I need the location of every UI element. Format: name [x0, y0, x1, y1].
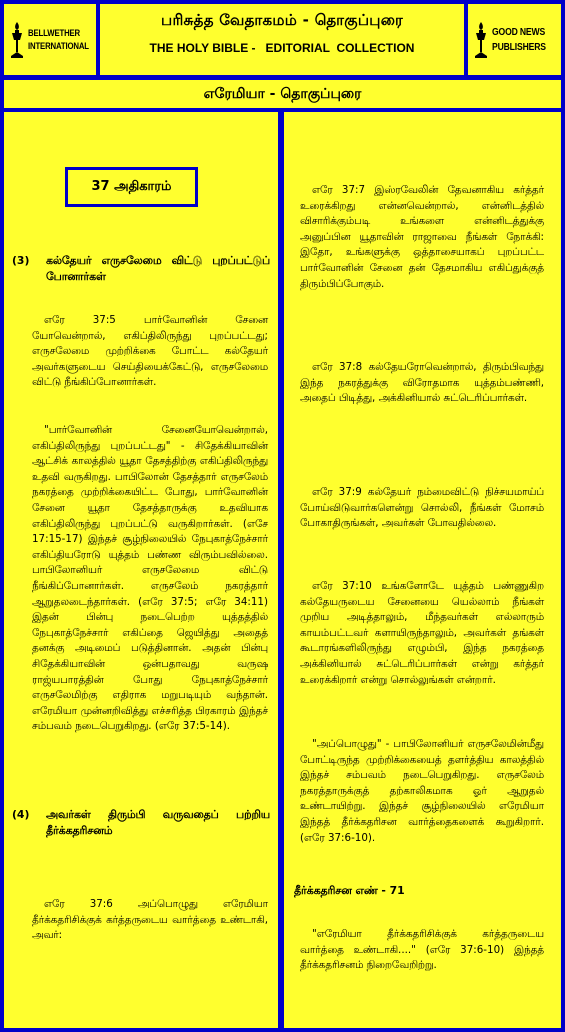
paragraph: எரே 37:10 உங்களோடே யுத்தம் பண்ணுகிற கல்தேயருடைய சேனையை யெல்லாம் நீங்கள் முறிய அடித்தாலும், மீந்தவர்கள் எல்லாரும் காயம்பட்டவர் களாயிருந்தாலும், அவர்கள் தங்கள் கூடாரங்களிலிருந்து எழும்பி, இந்த நகரத்தை அக்கினியால் சுட்டெரிப்பார்கள் என்று கர்த்தர் உரைக்கிறார் என்று சொல்லுங்கள் என்றார்.	[300, 580, 544, 686]
paragraph: எரே 37:8 கல்தேயரோவென்றால், திரும்பிவந்து இந்த நகரத்துக்கு விரோதமாக யுத்தம்பண்ணி, அதைப் பிடித்து, அக்கினியால் சுட்டெரிப்பார்கள்.	[300, 361, 544, 405]
prophecy-heading-text: தீர்க்கதரிசன எண் - 71	[294, 884, 405, 897]
paragraph: "அப்பொழுது" - பாபிலோனியர் எருசலேமின்மீது போட்டிருந்த முற்றிக்கையைத் தளர்த்திய காலத்தில் இந்தச் சம்பவம் நடைபெறுகிறது. எருசலேம் நகரத்தாருக்குத் தற்காலிகமாக ஓர் ஆறுதல் உண்டாயிற்று. இந்தச் சூழ்நிலையில் எரேமியா இந்தத் தீர்க்கதரிசன வார்த்தைகளைக் கூறுகிறார். (எரே 37:6-10).	[300, 738, 544, 844]
book-banner	[4, 80, 561, 108]
prophecy-heading	[294, 883, 544, 899]
section-number: (3)	[12, 254, 30, 267]
logo-right-line1: GOOD NEWS	[492, 25, 546, 38]
paragraph: எரே 37:5 பார்வோனின் சேனை யோவென்றால், எகிப்திலிருந்து புறப்பட்டது; எருசலேமை முற்றிக்கை போட்ட கல்தேயர் அவர்களுடைய செய்தியைக்கேட்டு, எருசலேமை விட்டு நீங்கிப்போனார்கள்.	[32, 314, 268, 389]
title-english: THE HOLY BIBLE - EDITORIAL COLLECTION	[149, 41, 415, 55]
paragraph: எரே 37:7 இஸ்ரவேலின் தேவனாகிய கர்த்தர் உரைக்கிறது என்னவென்றால், என்னிடத்தில் விசாரிக்கும்படி உங்களை என்னிடத்துக்கு அனுப்பின யூதாவின் ராஜாவை நீங்கள் நோக்கி: இதோ, உங்களுக்கு ஒத்தாசையாகப் புறப்பட்ட பார்வோனின் சேனை தன் தேசமாகிய எகிப்துக்குத் திரும்பிப்போகும்.	[300, 184, 544, 290]
section-number: (4)	[12, 808, 30, 821]
section-heading-3	[12, 253, 270, 285]
chapter-label: 37 அதிகாரம்	[65, 167, 198, 207]
paragraph: "பார்வோனின் சேனையோவென்றால், எகிப்திலிருந்து புறப்பட்டது" - சிதேக்கியாவின் ஆட்சிக் காலத்தில் யூதா தேசத்திற்கு எகிப்திலிருந்து உதவி வருகிறது. பாபிலோன் தேசத்தார் எருசலேம் நகரத்தை முற்றிக்கையிட்ட போது, பார்வோனின் சேனை யூதா தேசத்தாருக்கு உதவியாக எகிப்திலிருந்து புறப்பட்டு வருகிறார்கள். (எசே 17:15-17) இந்தச் சூழ்நிலையில் நேபுகாத்நேச்சார் எகிப்தியரோடு யுத்தம் பண்ண விரும்பவில்லை. பாபிலோனியர் எருசலேமை விட்டு நீங்கிப்போனார்கள். எருசலேம் நகரத்தார் ஆறுதலடைந்தார்கள். (எரே 37:5; எரே 34:11) இதன் பின்பு நடைபெற்ற யுத்தத்தில் நேபுகாத்நேச்சார் எகிப்தை ஜெயித்து அதைத் தனக்கு அடிமைப் படுத்தினான். அதன் பின்பு சிதேக்கியாவின் ஒன்பதாவது வருஷ ராஜ்யபாரத்தின் போது நேபுகாத்நேச்சார் எருசலேமிற்கு எதிராக மறுபடியும் வந்தான். எரேமியா முன்னறிவித்து எச்சரித்த பிரகாரம் இந்தச் சம்பவம் நடைபெறுகிறது. (எரே 37:5-14).	[32, 424, 268, 733]
logo-right-line2: PUBLISHERS	[492, 40, 546, 53]
left-column	[4, 112, 278, 1028]
logo-left-line1: BELLWETHER	[28, 27, 81, 39]
paragraph: எரே 37:6 அப்பொழுது எரேமியா தீர்க்கதரிசிக்குக் கர்த்தருடைய வார்த்தை உண்டாகி, அவர்:	[32, 898, 268, 942]
logo-left-line2: INTERNATIONAL	[28, 40, 89, 52]
banner-title: எரேமியா - தொகுப்புரை	[203, 86, 362, 102]
publisher-logo-right	[468, 4, 561, 75]
section-heading-4	[12, 807, 270, 839]
right-column	[284, 112, 561, 1028]
title-tamil: பரிசுத்த வேதாகமம் - தொகுப்புரை	[160, 11, 404, 29]
publisher-logo-left	[4, 4, 96, 75]
paragraph: "எரேமியா தீர்க்கதரிசிக்குக் கர்த்தருடைய வார்த்தை உண்டாகி...." (எரே 37:6-10) இந்தத் தீர்க்கதரிசனம் நிறைவேறிற்று.	[300, 928, 544, 972]
paragraph: எரே 37:9 கல்தேயர் நம்மைவிட்டு நிச்சயமாய்ப் போய்விடுவார்களென்று சொல்லி, நீங்கள் மோசம் போகாதிருங்கள், அவர்கள் போவதில்லை.	[300, 486, 544, 530]
lamp-icon	[9, 20, 25, 60]
lamp-icon	[473, 20, 489, 60]
section-heading-text: கல்தேயர் எருசலேமை விட்டு புறப்பட்டுப் போனார்கள்	[46, 254, 270, 283]
header-title	[100, 4, 464, 75]
section-heading-text: அவர்கள் திரும்பி வருவதைப் பற்றிய தீர்க்கதரிசனம்	[46, 808, 270, 837]
